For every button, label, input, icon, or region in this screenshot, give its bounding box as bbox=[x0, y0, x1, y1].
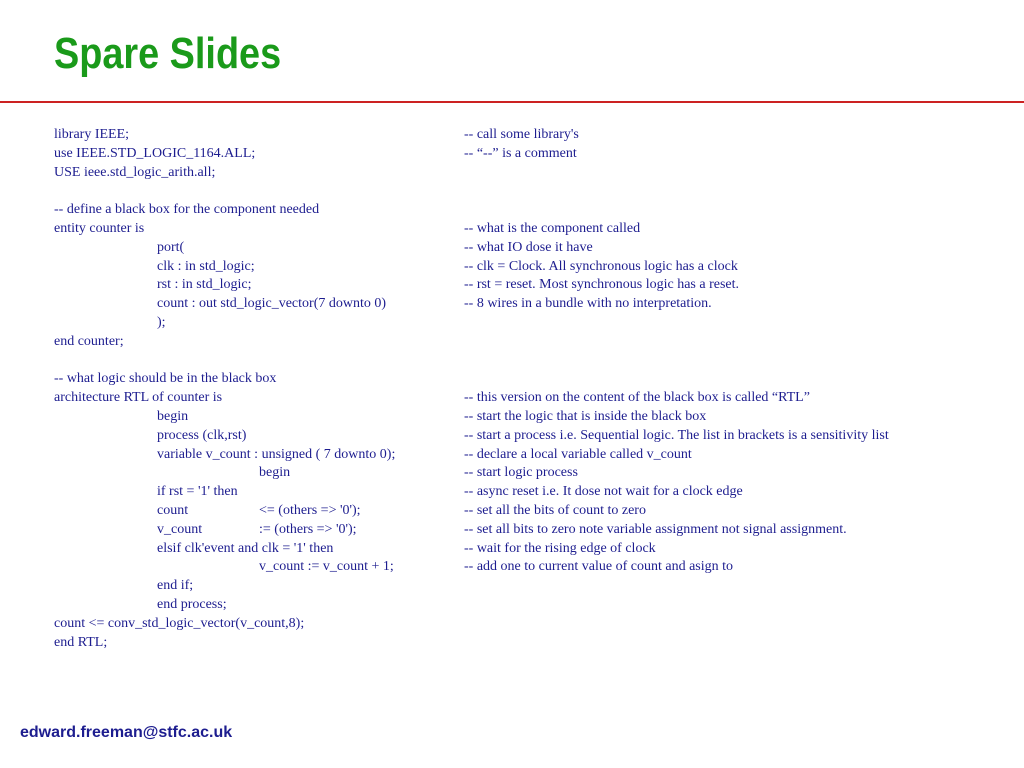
code-comment: -- call some library's bbox=[464, 127, 579, 142]
code-comment: -- wait for the rising edge of clock bbox=[464, 540, 656, 556]
code-text-indent-1: if rst = '1' then bbox=[157, 484, 238, 500]
code-comment: -- what IO dose it have bbox=[464, 239, 593, 255]
code-text-indent-1: rst : in std_logic; bbox=[157, 277, 252, 293]
code-comment: -- rst = reset. Most synchronous logic has a reset. bbox=[464, 277, 740, 293]
title-divider bbox=[0, 101, 1024, 103]
code-comment: -- start the logic that is inside the black box bbox=[464, 408, 707, 424]
code-line bbox=[54, 258, 994, 277]
code-line bbox=[54, 126, 994, 145]
code-text: end counter; bbox=[54, 333, 124, 349]
code-comment: -- declare a local variable called v_count bbox=[464, 446, 692, 462]
code-line bbox=[54, 446, 994, 465]
code-text-indent-1: variable v_count : unsigned ( 7 downto 0); bbox=[157, 446, 396, 462]
code-line bbox=[54, 276, 994, 295]
code-text: use IEEE.STD_LOGIC_1164.ALL; bbox=[54, 145, 256, 161]
code-text-indent-1: clk : in std_logic; bbox=[157, 258, 255, 274]
code-text-indent-1: v_count bbox=[157, 521, 203, 537]
code-line bbox=[54, 408, 994, 427]
code-text: library IEEE; bbox=[54, 127, 130, 142]
code-line bbox=[54, 370, 994, 389]
code-line bbox=[54, 314, 994, 333]
code-text-indent-1: end if; bbox=[157, 578, 194, 594]
code-text-indent-1: process (clk,rst) bbox=[157, 427, 247, 443]
code-text-indent-2: begin bbox=[259, 465, 291, 481]
code-line bbox=[54, 634, 994, 653]
code-line bbox=[54, 182, 994, 201]
code-text-indent-1: port( bbox=[157, 239, 185, 255]
code-line bbox=[54, 483, 994, 502]
code-text-indent-1: begin bbox=[157, 408, 189, 424]
code-text: entity counter is bbox=[54, 220, 145, 236]
code-line bbox=[54, 502, 994, 521]
code-text-indent-1: ); bbox=[157, 314, 166, 330]
code-text: -- what logic should be in the black box bbox=[54, 371, 277, 387]
code-line bbox=[54, 239, 994, 258]
code-line bbox=[54, 164, 994, 183]
code-comment: -- async reset i.e. It dose not wait for a clock edge bbox=[464, 484, 743, 500]
code-line bbox=[54, 201, 994, 220]
code-comment: -- 8 wires in a bundle with no interpretation. bbox=[464, 296, 712, 312]
code-line bbox=[54, 615, 994, 634]
code-text: end RTL; bbox=[54, 634, 108, 650]
code-text-indent-1: count : out std_logic_vector(7 downto 0) bbox=[157, 296, 387, 312]
code-text-indent-2: <= (others => '0'); bbox=[259, 502, 361, 518]
code-text: -- define a black box for the component needed bbox=[54, 202, 320, 218]
code-line bbox=[54, 540, 994, 559]
code-comment: -- set all bits to zero note variable assignment not signal assignment. bbox=[464, 521, 847, 537]
code-comment: -- “--” is a comment bbox=[464, 145, 577, 161]
code-comment: -- what is the component called bbox=[464, 220, 641, 236]
code-comment: -- this version on the content of the black box is called “RTL” bbox=[464, 390, 810, 406]
code-line bbox=[54, 464, 994, 483]
code-line bbox=[54, 220, 994, 239]
code-line bbox=[54, 352, 994, 371]
code-line bbox=[54, 145, 994, 164]
code-comment: -- start a process i.e. Sequential logic. The list in brackets is a sensitivity list bbox=[464, 427, 889, 443]
code-text-indent-1: end process; bbox=[157, 596, 227, 612]
code-text: architecture RTL of counter is bbox=[54, 390, 223, 406]
code-comment: -- start logic process bbox=[464, 465, 578, 481]
code-text-indent-2: := (others => '0'); bbox=[259, 521, 357, 537]
code-line bbox=[54, 521, 994, 540]
code-comment: -- add one to current value of count and asign to bbox=[464, 559, 734, 575]
code-listing bbox=[54, 126, 994, 652]
code-line bbox=[54, 389, 994, 408]
code-line bbox=[54, 295, 994, 314]
code-line bbox=[54, 577, 994, 596]
code-comment: -- set all the bits of count to zero bbox=[464, 502, 646, 518]
footer-email: edward.freeman@stfc.ac.uk bbox=[20, 724, 233, 741]
code-comment: -- clk = Clock. All synchronous logic has a clock bbox=[464, 258, 738, 274]
code-line bbox=[54, 427, 994, 446]
slide-title: Spare Slides bbox=[54, 29, 282, 78]
code-text-indent-1: count bbox=[157, 502, 189, 518]
code-line bbox=[54, 596, 994, 615]
code-line bbox=[54, 333, 994, 352]
code-text: USE ieee.std_logic_arith.all; bbox=[54, 164, 216, 180]
code-text-indent-2: v_count := v_count + 1; bbox=[259, 559, 394, 575]
code-line bbox=[54, 558, 994, 577]
code-text-indent-1: elsif clk'event and clk = '1' then bbox=[157, 540, 334, 556]
code-text: count <= conv_std_logic_vector(v_count,8); bbox=[54, 615, 305, 631]
